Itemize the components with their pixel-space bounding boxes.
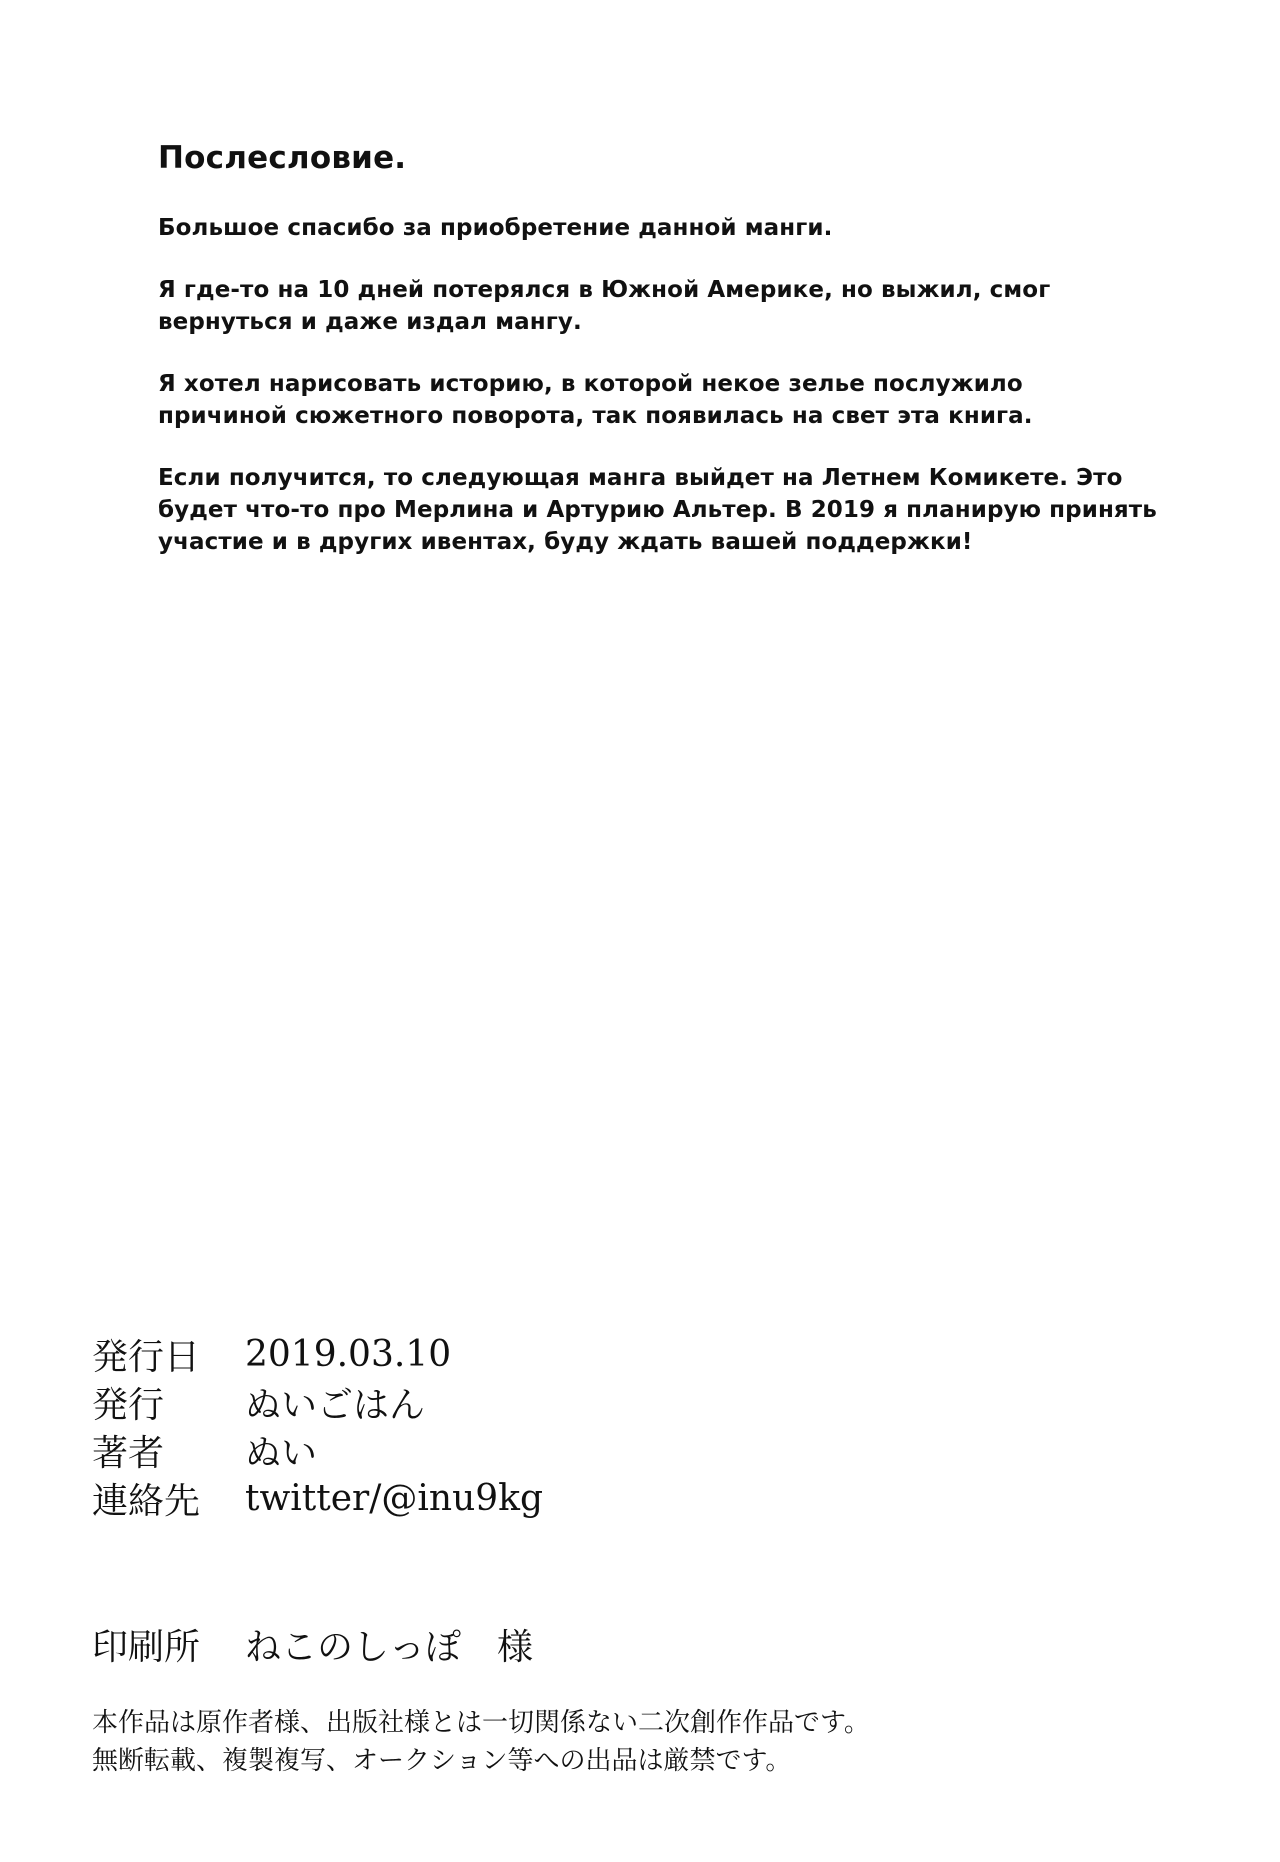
colophon-label: 著者: [92, 1432, 165, 1474]
afterword-paragraph: Если получится, то следующая манга выйдет на Летнем Комикете. Это будет что-то про Мерлина и Артурию Альтер. В 2019 я планирую принять участие и в других ивентах, буду ждать вашей поддержки!: [158, 465, 1157, 555]
afterword-paragraph: Большое спасибо за приобретение данной манги.: [158, 215, 833, 241]
printer-label: 印刷所: [92, 1626, 201, 1668]
colophon-value: twitter/@inu9kg: [245, 1477, 544, 1519]
colophon-row-publish-date: [92, 1330, 543, 1378]
afterword-section: [158, 140, 1158, 588]
colophon: [92, 1330, 543, 1522]
colophon-label: 連絡先: [92, 1480, 201, 1522]
colophon-row-publisher: [92, 1378, 543, 1426]
colophon-label: 発行日: [92, 1336, 201, 1378]
afterword-paragraph: Я где-то на 10 дней потерялся в Южной Америке, но выжил, смог вернуться и даже издал мангу.: [158, 277, 1051, 335]
colophon-row-printer: [92, 1620, 533, 1668]
colophon-label: 発行: [92, 1384, 165, 1426]
printer-honorific: 様: [497, 1626, 534, 1668]
printer-name: ねこのしっぽ: [245, 1626, 462, 1668]
afterword-paragraph: Я хотел нарисовать историю, в которой некое зелье послужило причиной сюжетного поворота, так появилась на свет эта книга.: [158, 371, 1033, 429]
copyright-notice: [92, 1704, 870, 1780]
notice-line: 本作品は原作者様、出版社様とは一切関係ない二次創作作品です。: [92, 1708, 870, 1738]
afterword-title: Послесловие.: [158, 140, 407, 176]
notice-line: 無断転載、複製複写、オークション等への出品は厳禁です。: [92, 1746, 792, 1776]
colophon-value: 2019.03.10: [245, 1333, 452, 1375]
colophon-value: ぬいごはん: [245, 1384, 426, 1426]
colophon-row-author: [92, 1426, 543, 1474]
colophon-value: ぬい: [245, 1432, 318, 1474]
colophon-row-contact: [92, 1474, 543, 1522]
